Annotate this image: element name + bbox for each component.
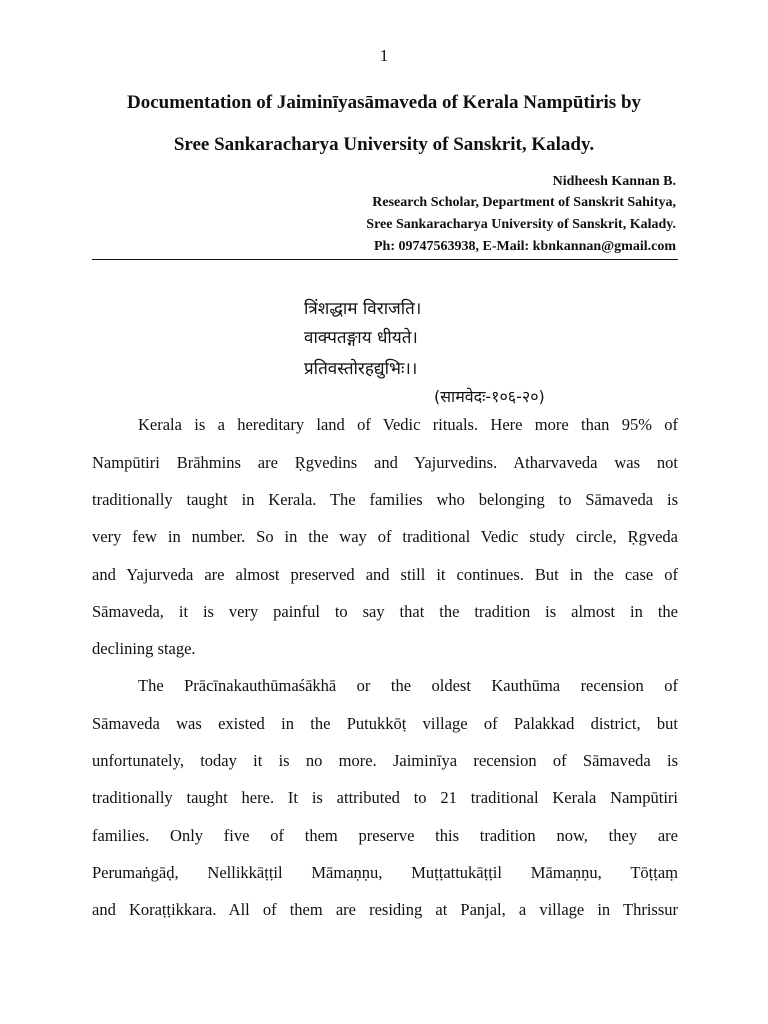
author-name: Nidheesh Kannan B. xyxy=(552,174,676,189)
body-line: traditionally taught in Kerala. The families who belonging to Sāmaveda is xyxy=(92,490,678,509)
body-line: unfortunately, today it is no more. Jaiminīya recension of Sāmaveda is xyxy=(92,751,678,770)
body-line: Sāmaveda was existed in the Putukkōṭ village of Palakkad district, but xyxy=(92,714,678,733)
verse-line: प्रतिवस्तोरहद्युभिः।। xyxy=(304,359,418,379)
body-line: and Koraṭṭikkara. All of them are residing at Panjal, a village in Thrissur xyxy=(92,900,678,919)
body-line: Nampūtiri Brāhmins are Ṛgvedins and Yajurvedins. Atharvaveda was not xyxy=(92,453,678,472)
verse-line: वाक्पतङ्गाय धीयते। xyxy=(304,328,418,348)
author-contact: Ph: 09747563938, E-Mail: kbnkannan@gmail.com xyxy=(374,239,676,254)
body-line: families. Only five of them preserve this tradition now, they are xyxy=(92,826,678,845)
body-line: Sāmaveda, it is very painful to say that the tradition is almost in the xyxy=(92,602,678,621)
body-line: and Yajurveda are almost preserved and still it continues. But in the case of xyxy=(92,565,678,584)
header-divider xyxy=(92,259,678,260)
verse-reference: (सामवेदः-१०६-२०) xyxy=(434,387,545,406)
body-line: very few in number. So in the way of traditional Vedic study circle, Ṛgveda xyxy=(92,527,678,546)
author-role: Research Scholar, Department of Sanskrit Sahitya, xyxy=(372,195,676,210)
verse-line: त्रिंशद्धाम विराजति। xyxy=(304,299,422,319)
body-line: Perumaṅgāḍ, Nellikkāṭṭil Māmaṇṇu, Muṭṭattukāṭṭil Māmaṇṇu, Tōṭṭaṃ xyxy=(92,863,678,882)
page-number: 1 xyxy=(379,46,389,65)
title-line-1: Documentation of Jaiminīyasāmaveda of Kerala Nampūtiris by xyxy=(126,92,642,113)
body-line: Kerala is a hereditary land of Vedic rituals. Here more than 95% of xyxy=(138,415,678,434)
body-line: declining stage. xyxy=(92,639,196,658)
body-line: traditionally taught here. It is attributed to 21 traditional Kerala Nampūtiri xyxy=(92,788,678,807)
author-affiliation: Sree Sankaracharya University of Sanskrit, Kalady. xyxy=(366,217,676,232)
title-line-2: Sree Sankaracharya University of Sanskrit, Kalady. xyxy=(173,134,595,155)
body-line: The Prācīnakauthūmaśākhā or the oldest Kauthūma recension of xyxy=(138,676,678,695)
